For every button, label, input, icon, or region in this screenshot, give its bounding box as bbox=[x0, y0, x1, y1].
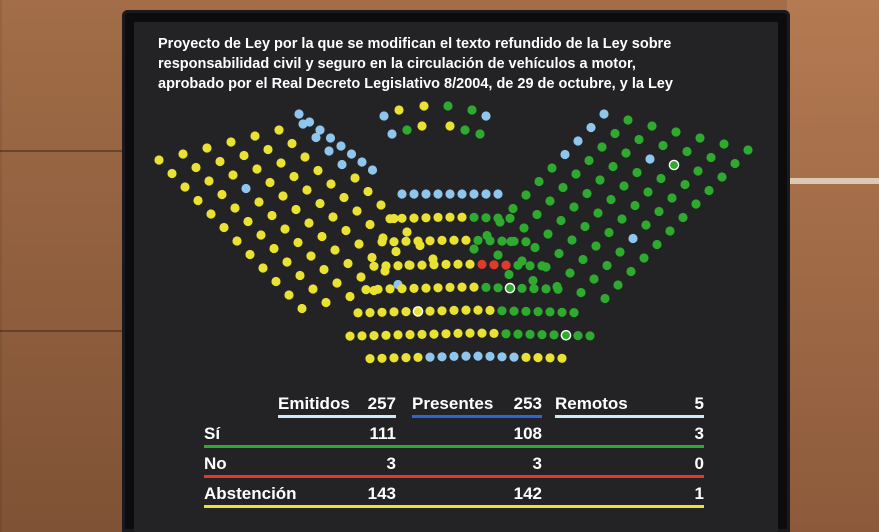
si-label: Sí bbox=[204, 424, 221, 443]
vote-title-line: aprobado por el Real Decreto Legislativo 8/2004, de 29 de octubre, y la Ley bbox=[158, 76, 673, 92]
presentes-label: Presentes bbox=[412, 394, 494, 413]
wall-seam bbox=[0, 150, 125, 152]
no-label: No bbox=[204, 454, 227, 473]
si-row-line bbox=[204, 445, 704, 448]
vote-title-line: responsabilidad civil y seguro en la circulación de vehículos a motor, bbox=[158, 56, 636, 72]
si-remotos: 3 bbox=[694, 424, 704, 443]
emitidos-underline bbox=[278, 415, 396, 418]
abstencion-row-line bbox=[204, 505, 704, 508]
vote-results-table bbox=[134, 22, 778, 532]
no-presentes: 3 bbox=[532, 454, 542, 473]
si-presentes: 108 bbox=[513, 424, 542, 443]
no-emitidos: 3 bbox=[386, 454, 396, 473]
vote-display-screen bbox=[134, 22, 778, 532]
abstencion-label: Abstención bbox=[204, 484, 297, 503]
abstencion-remotos: 1 bbox=[694, 484, 704, 503]
abstencion-presentes: 142 bbox=[513, 484, 542, 503]
emitidos-total: 257 bbox=[367, 394, 396, 413]
abstencion-emitidos: 143 bbox=[367, 484, 396, 503]
no-remotos: 0 bbox=[694, 454, 704, 473]
si-emitidos: 111 bbox=[369, 424, 396, 443]
wall-seam bbox=[0, 330, 125, 332]
vote-title-line: Proyecto de Ley por la que se modifican el texto refundido de la Ley sobre bbox=[158, 36, 672, 52]
wall-panel bbox=[787, 0, 879, 532]
remotos-underline bbox=[555, 415, 704, 418]
remotos-total: 5 bbox=[694, 394, 704, 413]
presentes-total: 253 bbox=[513, 394, 542, 413]
emitidos-label: Emitidos bbox=[278, 394, 350, 413]
presentes-underline bbox=[412, 415, 542, 418]
remotos-label: Remotos bbox=[555, 394, 628, 413]
no-row-line bbox=[204, 475, 704, 478]
wall-rail bbox=[787, 178, 879, 184]
